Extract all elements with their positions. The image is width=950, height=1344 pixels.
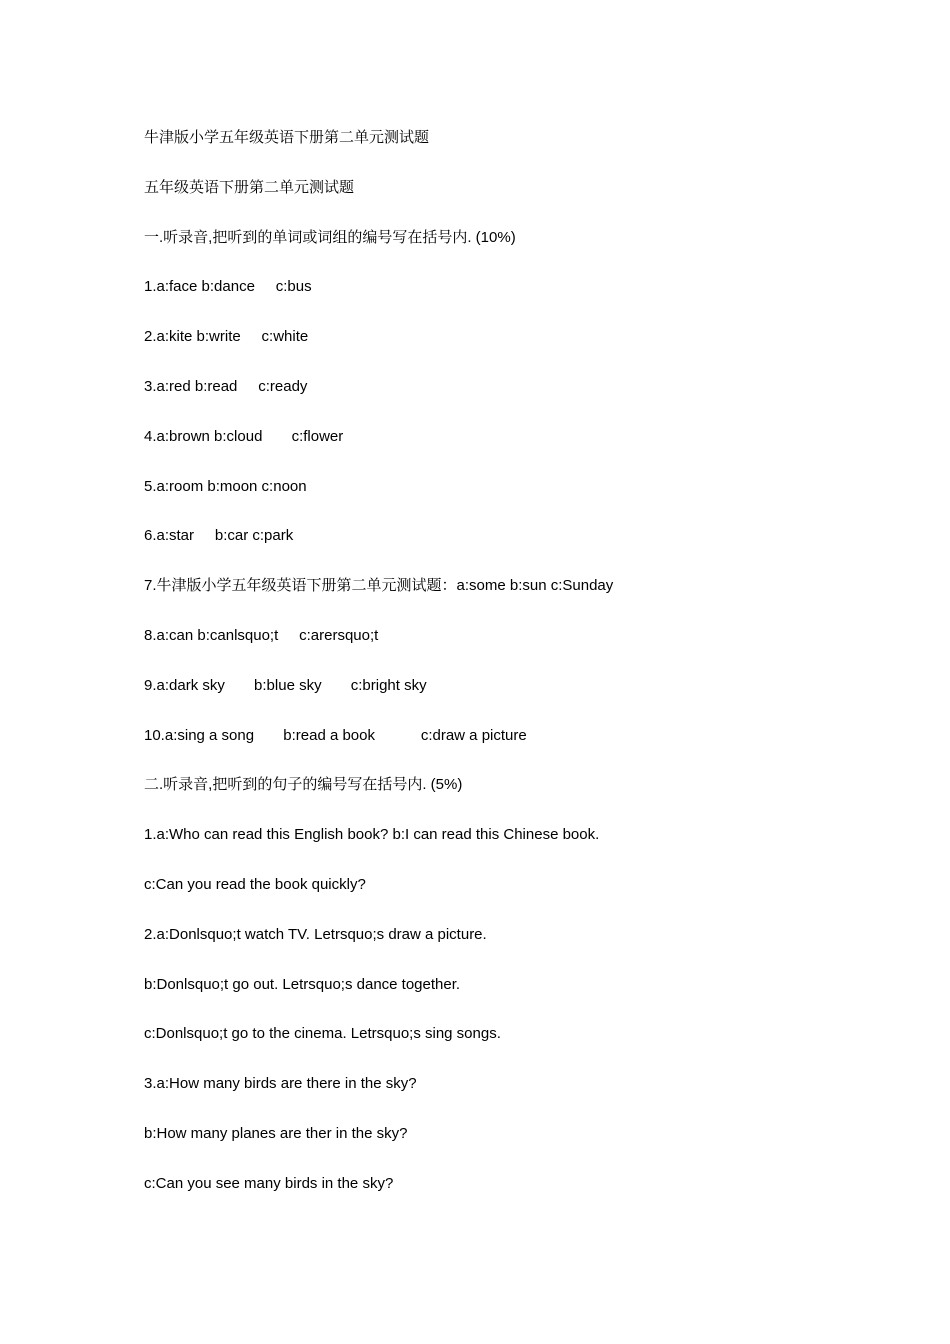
question-line: c:Can you read the book quickly?: [144, 875, 366, 893]
document-body: [144, 126, 904, 1222]
question-line: 2.a:Donlsquo;t watch TV. Letrsquo;s draw a picture.: [144, 925, 487, 943]
question-line: 2.a:kite b:write c:white: [144, 328, 309, 346]
question-line: 6.a:star b:car c:park: [144, 527, 294, 545]
question-line: 10.a:sing a song b:read a book c:draw a picture: [144, 726, 527, 744]
question-line: 3.a:How many birds are there in the sky?: [144, 1075, 417, 1093]
question-line: c:Can you see many birds in the sky?: [144, 1174, 394, 1192]
question-line: 5.a:room b:moon c:noon: [144, 477, 307, 495]
document-title: 牛津版小学五年级英语下册第二单元测试题: [144, 129, 430, 146]
section-heading-2: 二.听录音,把听到的句子的编号写在括号内. (5%): [144, 776, 463, 794]
question-line: 9.a:dark sky b:blue sky c:bright sky: [144, 676, 427, 694]
question-line: c:Donlsquo;t go to the cinema. Letrsquo;s sing songs.: [144, 1025, 501, 1043]
question-line: 8.a:can b:canlsquo;t c:arersquo;t: [144, 626, 379, 644]
question-line: 1.a:face b:dance c:bus: [144, 278, 312, 296]
question-line: 1.a:Who can read this English book? b:I can read this Chinese book.: [144, 826, 600, 844]
question-line: b:How many planes are ther in the sky?: [144, 1124, 408, 1142]
section-heading-1: 一.听录音,把听到的单词或词组的编号写在括号内. (10%): [144, 228, 516, 246]
question-line: 7.牛津版小学五年级英语下册第二单元测试题：a:some b:sun c:Sunday: [144, 577, 614, 595]
question-line: 3.a:red b:read c:ready: [144, 377, 308, 395]
document-subtitle: 五年级英语下册第二单元测试题: [144, 178, 355, 196]
question-line: 4.a:brown b:cloud c:flower: [144, 427, 344, 445]
question-line: b:Donlsquo;t go out. Letrsquo;s dance together.: [144, 975, 461, 993]
